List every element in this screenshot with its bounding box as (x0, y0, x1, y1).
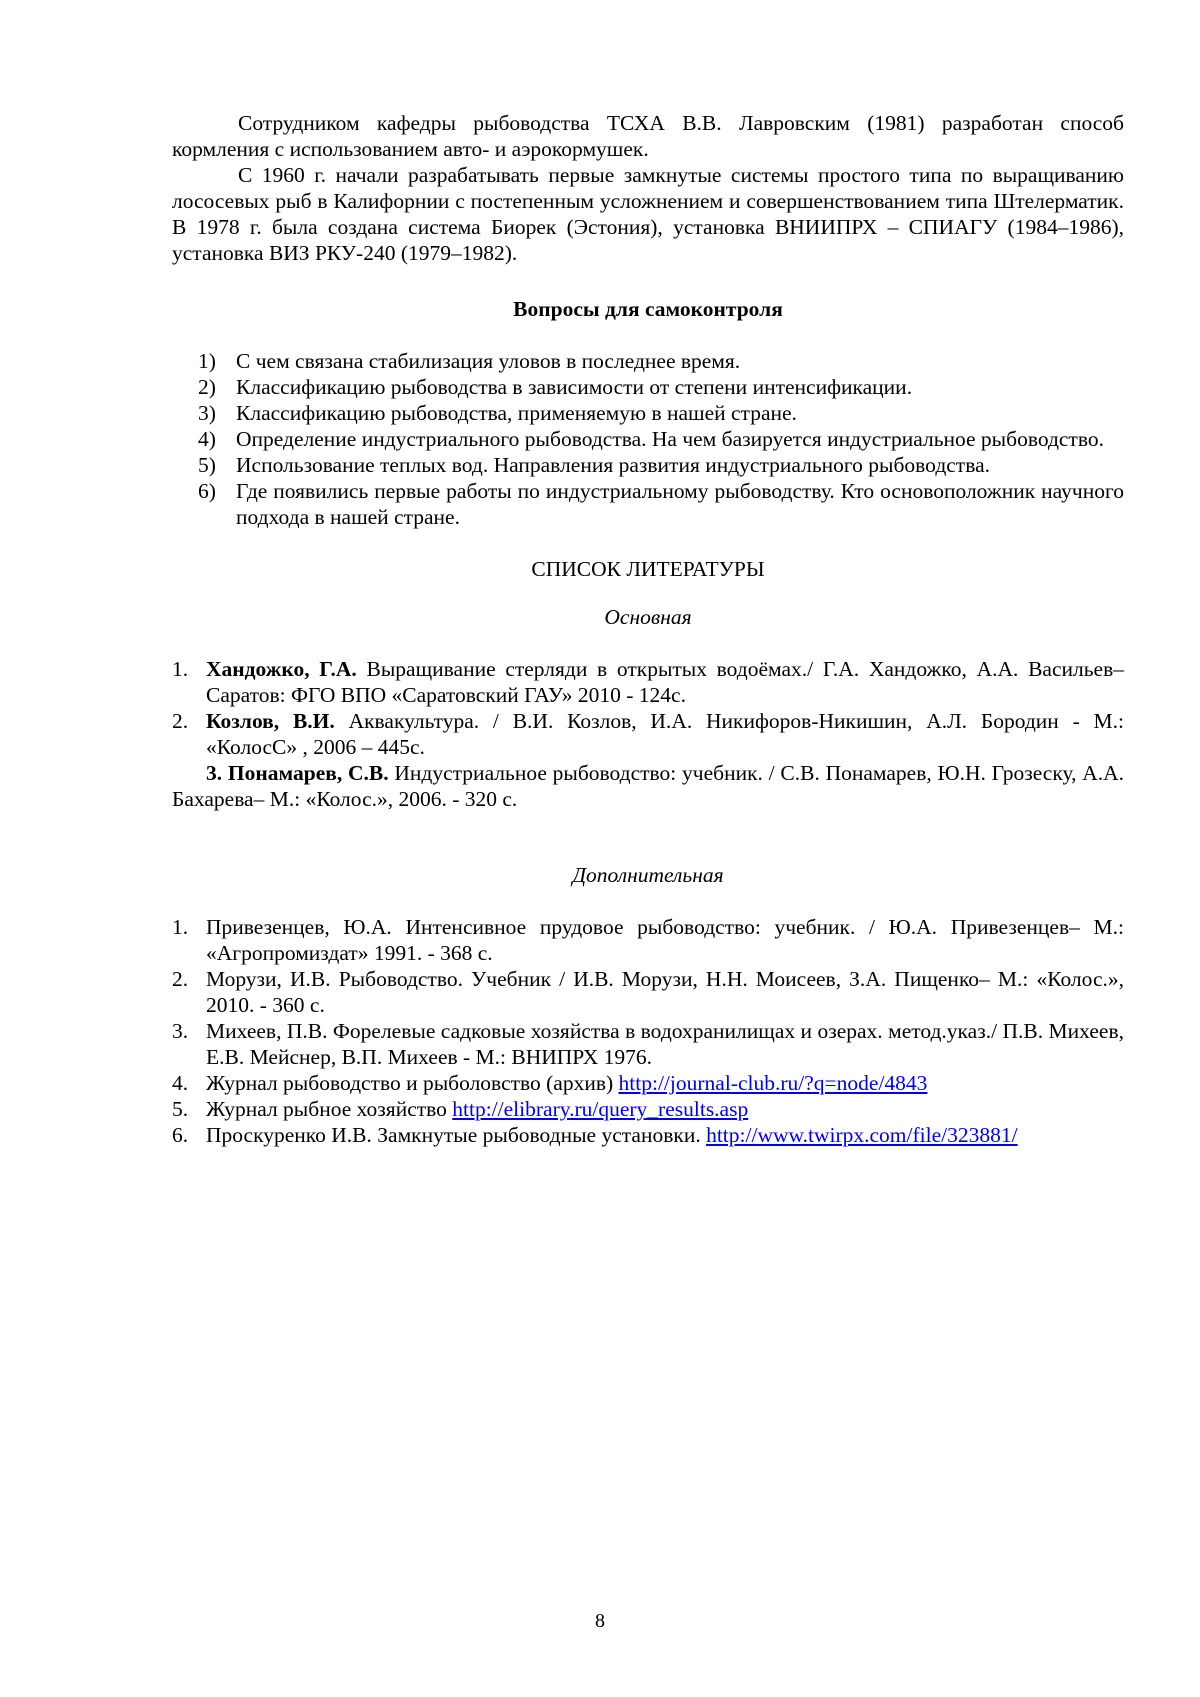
literature-heading: СПИСОК ЛИТЕРАТУРЫ (531, 557, 765, 581)
ref-text: Выращивание стерляди в открытых водоёмах./ Г.А. Хандожко, А.А. Васильев– Саратов: ФГО ВПО «Саратовский ГАУ» 2010 - 124с. (206, 657, 1124, 707)
additional-ref-item-3 (172, 1018, 1124, 1070)
list-number: 6. (172, 1123, 189, 1147)
list-number: 5. (172, 1097, 189, 1121)
main-literature-heading: Основная (604, 605, 692, 629)
list-number: 1. (172, 657, 189, 681)
questions-heading: Вопросы для самоконтроля (513, 297, 783, 321)
ref-author: Хандожко, Г.А. (206, 657, 357, 681)
intro-paragraph-2: С 1960 г. начали разрабатывать первые замкнутые системы простого типа по выращиванию лососевых рыб в Калифорнии с постепенным усложнением и совершенствованием типа Штелерматик. В 1978 г. была создана система Биорек (Эстония), установка ВНИИПРХ – СПИАГУ (1984–1986), установка ВИЗ РКУ-240 (1979–1982). (172, 163, 1124, 265)
ref-text: Михеев, П.В. Форелевые садковые хозяйства в водохранилищах и озерах. метод.указ./ П.В. Михеев, Е.В. Мейснер, В.П. Михеев - М.: ВНИПРХ 1976. (206, 1019, 1124, 1069)
list-number: 4) (198, 427, 216, 451)
question-item-5 (172, 452, 1124, 478)
page-number: 8 (595, 1610, 605, 1632)
main-ref-item-3 (172, 760, 1124, 812)
question-text: Классификацию рыбоводства в зависимости от степени интенсификации. (236, 375, 913, 399)
list-number: 2. (172, 709, 189, 733)
ref-text: Журнал рыбоводство и рыболовство (архив) (206, 1071, 619, 1095)
ref-text: Морузи, И.В. Рыбоводство. Учебник / И.В. Морузи, Н.Н. Моисеев, З.А. Пищенко– М.: «Колос.», 2010. - 360 с. (206, 967, 1124, 1017)
list-number: 6) (198, 479, 216, 503)
ref-text: Журнал рыбное хозяйство (206, 1097, 453, 1121)
additional-ref-item-5 (172, 1096, 1124, 1122)
additional-literature-list (172, 914, 1124, 1148)
additional-literature-heading: Дополнительная (572, 863, 724, 887)
twirpx-link[interactable]: http://www.twirpx.com/file/323881/ (706, 1123, 1018, 1147)
ref-text: Проскуренко И.В. Замкнутые рыбоводные установки. (206, 1123, 707, 1147)
main-literature-list (172, 656, 1124, 812)
question-text: Определение индустриального рыбоводства. На чем базируется индустриальное рыбоводство. (236, 427, 1104, 451)
question-item-4 (172, 426, 1124, 452)
additional-ref-item-4 (172, 1070, 1124, 1096)
ref-text: Привезенцев, Ю.А. Интенсивное прудовое рыбоводство: учебник. / Ю.А. Привезенцев– М.: «Агропромиздат» 1991. - 368 с. (206, 915, 1124, 965)
question-item-3 (172, 400, 1124, 426)
additional-ref-item-1 (172, 914, 1124, 966)
main-ref-item-1 (172, 656, 1124, 708)
main-ref-item-2 (172, 708, 1124, 760)
ref-text: Индустриальное рыбоводство: учебник. / С.В. Понамарев, Ю.Н. Грозеску, А.А. Бахарева– М.: «Колос.», 2006. - 320 с. (172, 761, 1125, 811)
list-number: 3. (206, 761, 223, 785)
questions-list (172, 348, 1124, 530)
list-number: 2) (198, 375, 216, 399)
question-text: Использование теплых вод. Направления развития индустриального рыбоводства. (236, 453, 990, 477)
list-number: 1) (198, 349, 216, 373)
ref-author: Козлов, В.И. (206, 709, 335, 733)
list-number: 2. (172, 967, 189, 991)
list-number: 5) (198, 453, 216, 477)
elibrary-link[interactable]: http://elibrary.ru/query_results.asp (452, 1097, 749, 1121)
question-item-6 (172, 478, 1124, 530)
intro-paragraph-1: Сотрудником кафедры рыбоводства ТСХА В.В. Лавровским (1981) разработан способ кормления с использованием авто- и аэрокормушек. (172, 111, 1124, 161)
question-text: Где появились первые работы по индустриальному рыбоводству. Кто основоположник научного подхода в нашей стране. (236, 479, 1124, 529)
question-text: Классификацию рыбоводства, применяемую в нашей стране. (236, 401, 797, 425)
question-item-2 (172, 374, 1124, 400)
list-number: 1. (172, 915, 189, 939)
ref-text: Аквакультура. / В.И. Козлов, И.А. Никифоров-Никишин, А.Л. Бородин - М.: «КолосС» , 2006 – 445с. (206, 709, 1124, 759)
ref-author: Понамарев, С.В. (227, 761, 389, 785)
list-number: 3) (198, 401, 216, 425)
list-number: 3. (172, 1019, 189, 1043)
question-item-1 (172, 348, 1124, 374)
question-text: С чем связана стабилизация уловов в последнее время. (236, 349, 741, 373)
additional-ref-item-2 (172, 966, 1124, 1018)
list-number: 4. (172, 1071, 189, 1095)
document-page (172, 110, 1124, 1148)
additional-ref-item-6 (172, 1122, 1124, 1148)
journal-club-link[interactable]: http://journal-club.ru/?q=node/4843 (618, 1071, 928, 1095)
